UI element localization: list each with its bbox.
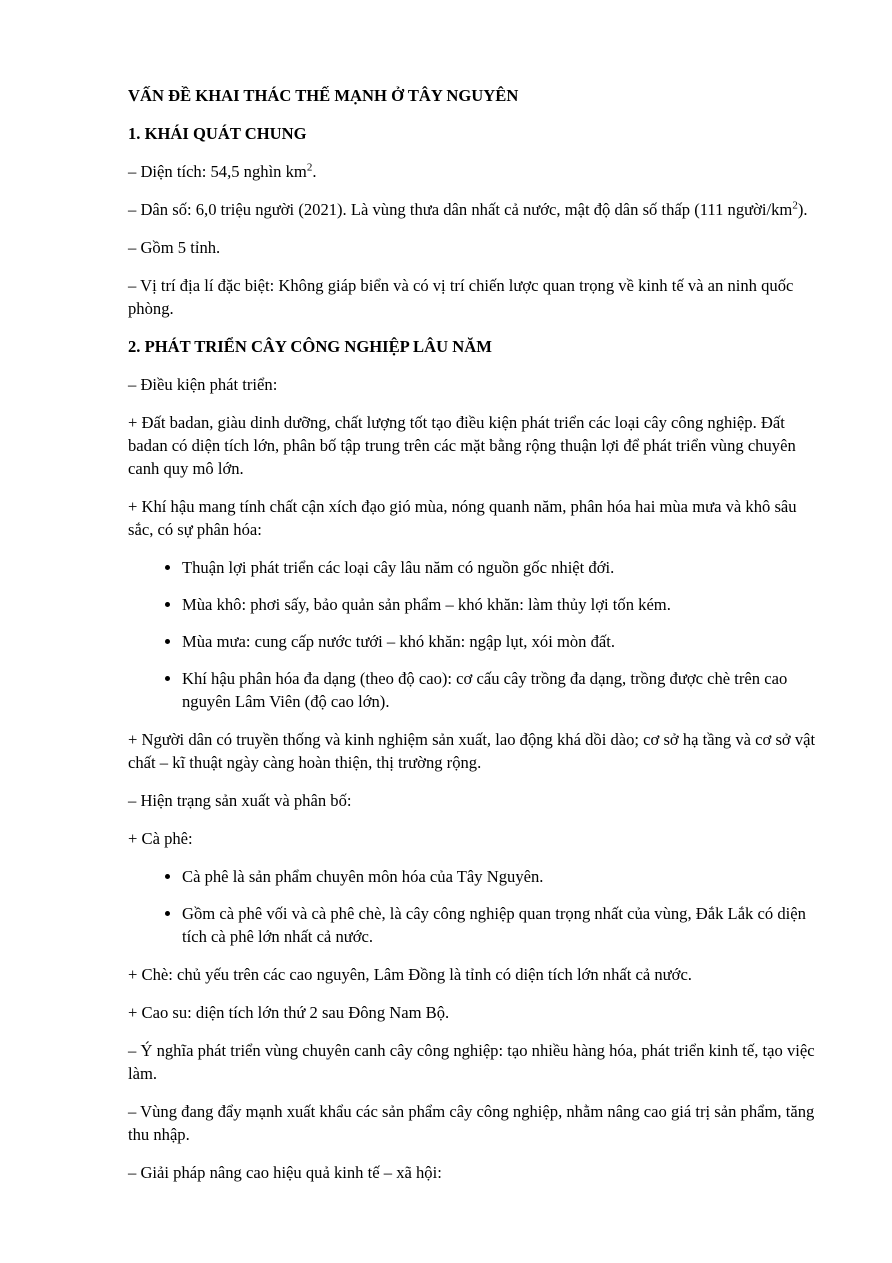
paragraph-coffee-intro: + Cà phê: [128, 829, 193, 848]
document-page [128, 84, 818, 1199]
paragraph-climate: + Khí hậu mang tính chất cận xích đạo gió mùa, nóng quanh năm, phân hóa hai mùa mưa và khô sâu sắc, có sự phân hóa: [128, 497, 797, 539]
list-item: • Khí hậu phân hóa đa dạng (theo độ cao): cơ cấu cây trồng đa dạng, trồng được chè trên cao nguyên Lâm Viên (độ cao lớn). [182, 667, 818, 713]
list-item: • Mùa khô: phơi sấy, bảo quản sản phẩm – khó khăn: làm thủy lợi tốn kém. [182, 593, 818, 616]
paragraph-rubber: + Cao su: diện tích lớn thứ 2 sau Đông Nam Bộ. [128, 1003, 450, 1022]
paragraph-provinces: – Gồm 5 tỉnh. [128, 238, 221, 257]
paragraph-soil: + Đất badan, giàu dinh dưỡng, chất lượng tốt tạo điều kiện phát triển các loại cây công nghiệp. Đất badan có diện tích lớn, phân bố tập trung trên các mặt bằng rộng thuận lợi để phát triển vùng chuyên canh quy mô lớn. [128, 413, 796, 478]
section-heading-general: 1. KHÁI QUÁT CHUNG [128, 124, 307, 143]
area-text: – Diện tích: 54,5 nghìn km [128, 162, 307, 181]
area-superscript: 2 [306, 161, 313, 174]
population-superscript: 2 [792, 199, 798, 212]
population-text: – Dân số: 6,0 triệu người (2021). Là vùng thưa dân nhất cả nước, mật độ dân số thấp (111 người/km [128, 200, 793, 219]
paragraph-tea: + Chè: chủ yếu trên các cao nguyên, Lâm Đồng là tỉnh có diện tích lớn nhất cả nước. [128, 965, 692, 984]
list-item: • Thuận lợi phát triển các loại cây lâu năm có nguồn gốc nhiệt đới. [182, 556, 818, 579]
list-item: • Mùa mưa: cung cấp nước tưới – khó khăn: ngập lụt, xói mòn đất. [182, 630, 818, 653]
paragraph-solutions: – Giải pháp nâng cao hiệu quả kinh tế – xã hội: [128, 1163, 442, 1182]
population-tail: ). [797, 200, 808, 219]
paragraph-people: + Người dân có truyền thống và kinh nghiệm sản xuất, lao động khá dồi dào; cơ sở hạ tầng và cơ sở vật chất – kĩ thuật ngày càng hoàn thiện, thị trường rộng. [128, 730, 816, 772]
list-item: • Gồm cà phê vối và cà phê chè, là cây công nghiệp quan trọng nhất của vùng, Đắk Lắk có diện tích cà phê lớn nhất cả nước. [182, 902, 818, 948]
paragraph-status-intro: – Hiện trạng sản xuất và phân bố: [128, 791, 352, 810]
paragraph-meaning: – Ý nghĩa phát triển vùng chuyên canh cây công nghiệp: tạo nhiều hàng hóa, phát triển kinh tế, tạo việc làm. [128, 1041, 815, 1083]
paragraph-conditions-intro: – Điều kiện phát triển: [128, 375, 278, 394]
paragraph-area [128, 160, 818, 183]
paragraph-location: – Vị trí địa lí đặc biệt: Không giáp biển và có vị trí chiến lược quan trọng về kinh tế và an ninh quốc phòng. [128, 276, 794, 318]
coffee-bullet-list [128, 865, 818, 948]
paragraph-population [128, 198, 818, 221]
paragraph-export: – Vùng đang đẩy mạnh xuất khẩu các sản phẩm cây công nghiệp, nhằm nâng cao giá trị sản phẩm, tăng thu nhập. [128, 1102, 815, 1144]
climate-bullet-list [128, 556, 818, 713]
section-heading-perennial-crops: 2. PHÁT TRIỂN CÂY CÔNG NGHIỆP LÂU NĂM [128, 337, 492, 356]
area-tail: . [312, 162, 317, 181]
list-item: • Cà phê là sản phẩm chuyên môn hóa của Tây Nguyên. [182, 865, 818, 888]
document-title: VẤN ĐỀ KHAI THÁC THẾ MẠNH Ở TÂY NGUYÊN [128, 86, 519, 105]
